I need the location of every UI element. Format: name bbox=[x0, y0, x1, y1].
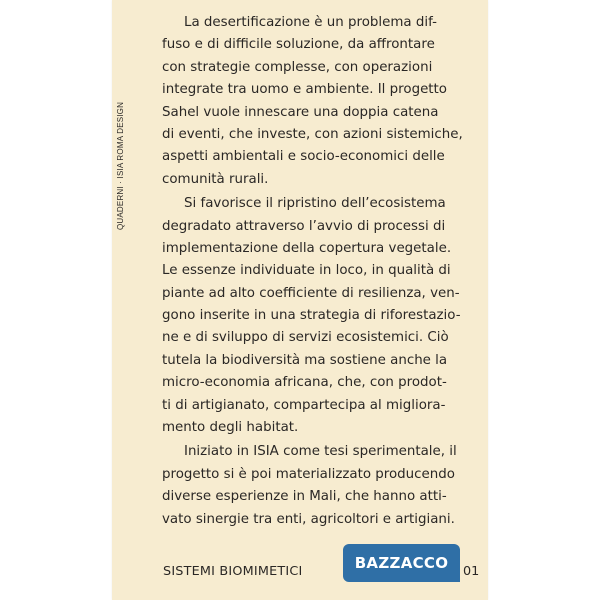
text-line: ne e di sviluppo di servizi ecosistemici. Ciò bbox=[162, 330, 449, 346]
paragraph-2 bbox=[162, 193, 484, 439]
publisher-badge bbox=[343, 544, 460, 582]
text-line: comunità rurali. bbox=[162, 171, 269, 187]
text-line: Iniziato in ISIA come tesi sperimentale, il bbox=[184, 444, 457, 460]
text-line: degradato attraverso l’avvio di processi di bbox=[162, 218, 446, 234]
text-line: micro-economia africana, che, con prodot- bbox=[162, 375, 447, 391]
text-line: implementazione della copertura vegetale. bbox=[162, 240, 452, 256]
publisher-name: BAZZACCO bbox=[354, 554, 449, 572]
text-line: piante ad alto coefficiente di resilienza, ven- bbox=[162, 285, 460, 301]
text-line: aspetti ambientali e socio-economici delle bbox=[162, 149, 445, 165]
text-line: ti di artigianato, compartecipa al migliora- bbox=[162, 397, 446, 413]
text-line: Sahel vuole innescare una doppia catena bbox=[162, 104, 439, 120]
text-line: diverse esperienze in Mali, che hanno atti- bbox=[162, 489, 447, 505]
text-line: mento degli habitat. bbox=[162, 420, 299, 436]
text-line: di eventi, che investe, con azioni sistemiche, bbox=[162, 126, 463, 142]
text-line: progetto si è poi materializzato producendo bbox=[162, 466, 455, 482]
paragraph-3 bbox=[162, 441, 484, 531]
text-line: Le essenze individuate in loco, in qualità di bbox=[162, 263, 451, 279]
series-title: SISTEMI BIOMIMETICI bbox=[163, 564, 303, 579]
text-line: integrate tra uomo e ambiente. Il progetto bbox=[162, 82, 447, 98]
series-spine-label: QUADERNI · ISIA ROMA DESIGN bbox=[116, 101, 125, 230]
text-line: fuso e di difficile soluzione, da affrontare bbox=[162, 37, 435, 53]
back-cover-text bbox=[162, 12, 484, 533]
text-line: La desertificazione è un problema dif- bbox=[184, 15, 437, 30]
text-line: gono inserite in una strategia di riforestazio- bbox=[162, 308, 461, 324]
text-line: con strategie complesse, con operazioni bbox=[162, 59, 433, 75]
text-line: Si favorisce il ripristino dell’ecosistema bbox=[184, 196, 446, 212]
issue-number: 01 bbox=[463, 564, 480, 579]
paragraph-1 bbox=[162, 12, 484, 191]
text-line: vato sinergie tra enti, agricoltori e artigiani. bbox=[162, 511, 455, 527]
text-line: tutela la biodiversità ma sostiene anche la bbox=[162, 352, 448, 368]
